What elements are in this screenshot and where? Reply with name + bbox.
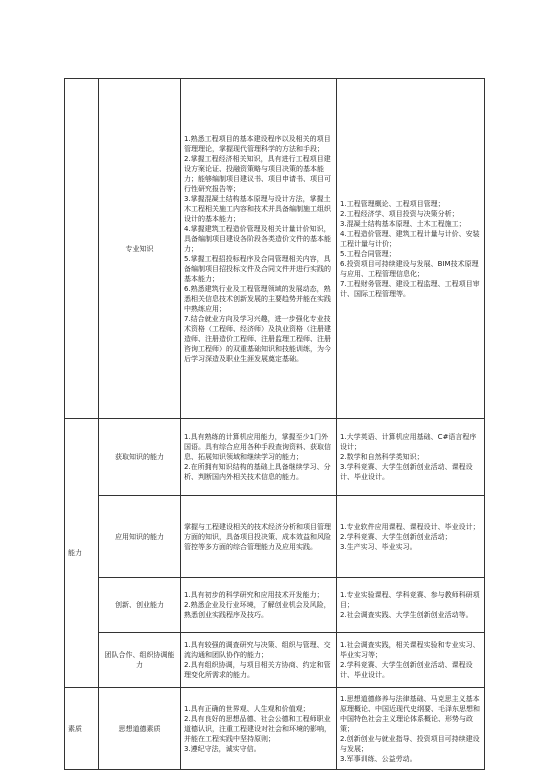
course-item: 3.军事训练、公益劳动。 [340, 754, 417, 763]
courses-cell [337, 578, 485, 633]
requirements-cell [181, 496, 337, 578]
category-cell-quality: 素质 [65, 688, 99, 770]
subcategory-cell: 团队合作、组织协调能力 [99, 633, 181, 688]
course-item: 2.社会调查实践、大学生创新创业活动等。 [340, 611, 473, 619]
course-item: 2.数学和自然科学类知识； [340, 453, 424, 461]
course-item: 2.工程经济学、项目投资与决策分析； [340, 209, 459, 218]
requirement-item: 3.掌握混凝土结构基本原理与设计方法，掌握土木工程相关施工内容和技术并具备编制施工组织设计的基本能力； [184, 194, 331, 223]
requirement-item: 3.遵纪守法，诚实守信。 [184, 744, 261, 753]
requirement-item: 2.掌握工程经济相关知识，具有进行工程项目建设方案论证、投融资策略与项目决策的基本能力；能够编制项目建议书、项目申请书、项目可行性研究报告等； [184, 154, 331, 193]
subcategory-cell: 专业知识 [99, 79, 181, 419]
courses-cell [337, 79, 485, 419]
requirements-cell [181, 578, 337, 633]
subcategory-cell: 思想道德素质 [99, 688, 181, 770]
category-cell-ability: 能力 [65, 419, 99, 688]
course-item: 1.专业实验课程、学科竞赛、参与教师科研项目； [340, 591, 480, 609]
course-item: 3.生产实习、毕业实习。 [340, 542, 417, 551]
requirement-item: 7.结合就业方向及学习兴趣，进一步强化专业技术资格（工程师、经济师）及执业资格（注册建造师、注册造价工程师、注册监理工程师、注册咨询工程师）的双重基础知识和技能训练，为今后学习深造及职业生涯发展奠定基础。 [184, 314, 331, 363]
requirement-item: 1.具有正确的世界观、人生观和价值观； [184, 704, 310, 713]
course-item: 4.工程造价管理、建筑工程计量与计价、安装工程计量与计价； [340, 229, 480, 248]
table-row [65, 578, 485, 633]
requirements-cell [181, 633, 337, 688]
requirement-item: 1.熟悉工程项目的基本建设程序以及相关的项目管理理论，掌握现代管理科学的方法和手段； [184, 134, 331, 153]
requirement-item: 1.具有熟练的计算机应用能力，掌握至少1门外国语。具有综合应用各种手段查询资料、获取信息、拓展知识领域和继续学习的能力； [184, 433, 331, 461]
requirement-item: 2.具有组织协调，与项目相关方协商、约定和管理变化所需求的能力。 [184, 661, 331, 679]
course-item: 5.工程合同管理； [340, 249, 396, 258]
course-item: 7.工程财务管理、建设工程监理、工程项目审计、国际工程管理等。 [340, 279, 480, 298]
course-item: 3.混凝土结构基本原理、土木工程施工； [340, 219, 466, 228]
course-item: 3.学科竞赛、大学生创新创业活动、课程设计、毕业设计。 [340, 463, 473, 481]
table-row [65, 633, 485, 688]
requirement-item: 6.熟悉建筑行业及工程管理领域的发展动态，熟悉相关信息技术创新发展的主要趋势并能在实践中熟练应用； [184, 284, 331, 313]
training-requirements-table [64, 78, 485, 770]
course-item: 1.大学英语、计算机应用基础、C#语言程序设计； [340, 433, 477, 451]
table-row [65, 79, 485, 419]
courses-cell [337, 688, 485, 770]
table-row [65, 496, 485, 578]
course-item: 2.创新创业与就业指导、投资项目可持续建设与发展； [340, 734, 480, 753]
requirement-item: 1.具有较强的调查研究与决策、组织与管理、交流沟通和团队协作的能力； [184, 641, 331, 659]
table-row [65, 688, 485, 770]
requirement-item: 2.在所拥有知识结构的基础上具备继续学习、分析、判断国内外相关技术信息的能力。 [184, 463, 331, 481]
requirement-item: 5.掌握工程招投标程序及合同管理相关内容，具备编制项目招投标文件及合同文件并进行实践的基本能力； [184, 254, 331, 283]
courses-cell [337, 633, 485, 688]
courses-cell [337, 419, 485, 496]
subcategory-cell: 获取知识的能力 [99, 419, 181, 496]
subcategory-cell: 创新、创业能力 [99, 578, 181, 633]
requirement-item: 4.掌握建筑工程造价管理及相关计量计价知识，具备编制项目建设各阶段各类造价文件的基本能力； [184, 224, 331, 253]
courses-cell [337, 496, 485, 578]
course-item: 1.社会调查实践，相关课程实验和专业实习、毕业实习等； [340, 641, 480, 659]
category-cell-knowledge [65, 79, 99, 419]
subcategory-cell: 应用知识的能力 [99, 496, 181, 578]
requirements-cell [181, 419, 337, 496]
requirement-item: 掌握与工程建设相关的技术经济分析和项目管理方面的知识，具备项目投决策、成本效益和风险管控等多方面的综合管理能力及应用实践。 [184, 522, 331, 551]
course-item: 1.工程管理概论、工程项目管理； [340, 199, 445, 208]
requirement-item: 2.具有良好的思想品德、社会公德和工程师职业道德认识，注重工程建设对社会和环境的影响，并能在工程实践中坚持原则； [184, 714, 331, 743]
course-item: 6.投资项目可持续建设与发展、BIM技术原理与应用、工程管理信息化； [340, 259, 479, 278]
course-item: 1.专业软件应用课程、课程设计、毕业设计； [340, 522, 480, 531]
requirement-item: 2.熟悉企业及行业环境，了解创业机会及风险，熟悉创业实践程序及技巧。 [184, 601, 331, 619]
requirement-item: 1.具有初步的科学研究和应用技术开发能力； [184, 591, 324, 599]
course-item: 1.思想道德修养与法律基础、马克思主义基本原理概论、中国近现代史纲要、毛泽东思想和中国特色社会主义理论体系概论、形势与政策； [340, 694, 480, 733]
course-item: 2.学科竞赛、大学生创新创业活动； [340, 532, 452, 541]
requirements-cell [181, 79, 337, 419]
table-row [65, 419, 485, 496]
course-item: 2.学科竞赛、大学生创新创业活动、课程设计、毕业设计。 [340, 661, 473, 679]
requirements-cell [181, 688, 337, 770]
